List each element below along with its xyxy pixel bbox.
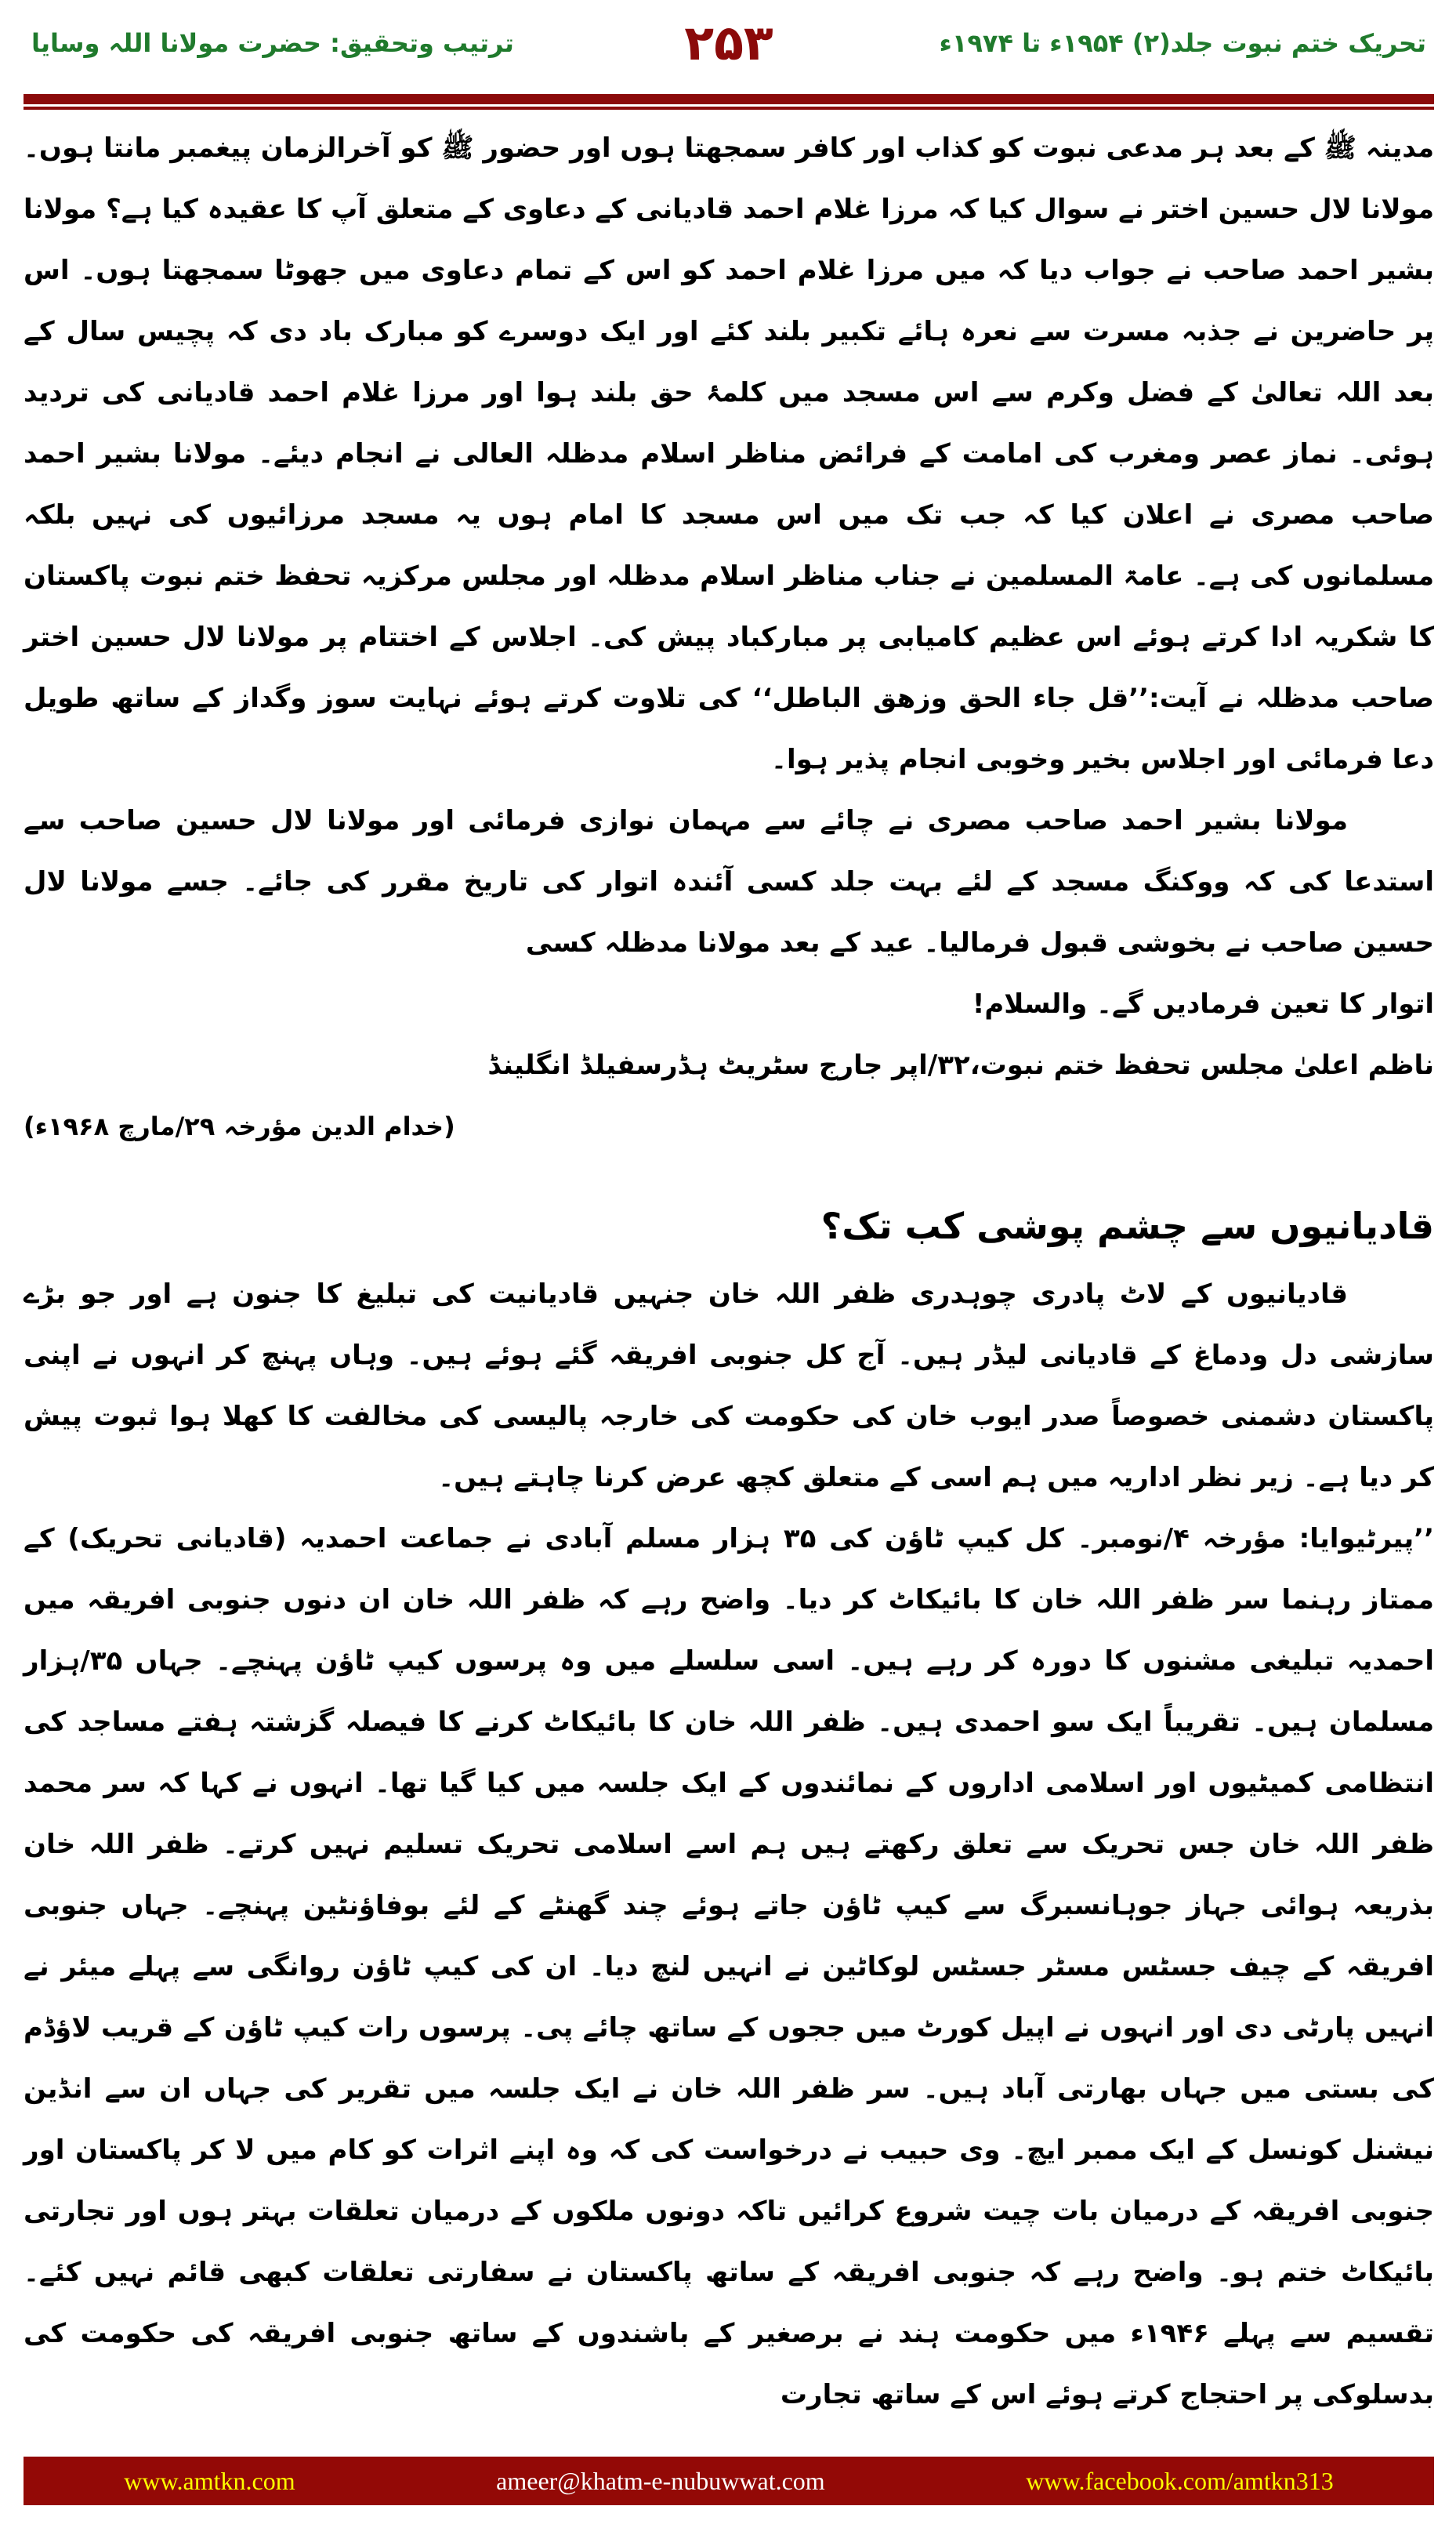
page-number: ۲۵۳: [684, 14, 773, 71]
book-title: تحریک ختم نبوت جلد(۲) ۱۹۵۴ء تا ۱۹۷۴ء: [939, 28, 1426, 58]
article2-heading: قادیانیوں سے چشم پوشی کب تک؟: [820, 1205, 1434, 1247]
article1-paragraph-2: مولانا بشیر احمد صاحب مصری نے چائے سے مہمان نوازی فرمائی اور مولانا لال حسین صاحب سے استدعا کی کہ ووکنگ مسجد کے لئے بہت جلد کسی آئندہ اتوار کی تاریخ مقرر کی جائے۔ جسے مولانا لال حسین صاحب نے بخوشی قبول فرمالیا۔ عید کے بعد مولانا مدظلہ کسی: [24, 805, 1434, 959]
page-header: [24, 0, 1434, 111]
closing-line: [24, 974, 1434, 1096]
compiler-credit: ترتیب وتحقیق: حضرت مولانا اللہ وسایا: [31, 28, 514, 58]
signature: ناظم اعلیٰ مجلس تحفظ ختم نبوت،۳۲/اپر جارج سٹریٹ ہڈرسفیلڈ انگلینڈ: [487, 1050, 1434, 1081]
header-rule-thin: [24, 107, 1434, 110]
header-rule-thick: [24, 94, 1434, 104]
article2-paragraph-2: ’’پیرٹیوایا: مؤرخہ ۴/نومبر۔ کل کیپ ٹاؤن کی ۳۵ ہزار مسلم آبادی نے جماعت احمدیہ (قادیانی تحریک) کے ممتاز رہنما سر ظفر اللہ خان کا بائیکاٹ کر دیا۔ واضح رہے کہ ظفر اللہ خان ان دنوں جنوبی افریقہ میں احمدیہ تبلیغی مشنوں کا دورہ کر رہے ہیں۔ اسی سلسلے میں وہ پرسوں کیپ ٹاؤن پہنچے۔ جہاں ۳۵/ہزار مسلمان ہیں۔ تقریباً ایک سو احمدی ہیں۔ ظفر اللہ خان کا بائیکاٹ کرنے کا فیصلہ گزشتہ ہفتے مساجد کی انتظامی کمیٹیوں اور اسلامی اداروں کے نمائندوں کے ایک جلسہ میں کیا گیا تھا۔ انہوں نے کہا کہ سر محمد ظفر اللہ خان جس تحریک سے تعلق رکھتے ہیں ہم اسے اسلامی تحریک تسلیم نہیں کرتے۔ ظفر اللہ خان بذریعہ ہوائی جہاز جوہانسبرگ سے کیپ ٹاؤن جاتے ہوئے چند گھنٹے کے لئے بوفاؤنٹین پہنچے۔ جہاں جنوبی افریقہ کے چیف جسٹس مسٹر جسٹس لوکاٹین نے انہیں لنچ دیا۔ ان کی کیپ ٹاؤن روانگی سے پہلے میئر نے انہیں پارٹی دی اور انہوں نے اپیل کورٹ میں ججوں کے ساتھ چائے پی۔ پرسوں رات کیپ ٹاؤن کے قریب لاؤڈم کی بستی میں جہاں بھارتی آباد ہیں۔ سر ظفر اللہ خان نے ایک جلسہ میں تقریر کی جہاں ان سے انڈین نیشنل کونسل کے ایک ممبر ایچ۔ وی حبیب نے درخواست کی کہ وہ اپنے اثرات کو کام میں لا کر پاکستان اور جنوبی افریقہ کے درمیان بات چیت شروع کرائیں تاکہ دونوں ملکوں کے درمیان تعلقات بہتر ہوں اور تجارتی بائیکاٹ ختم ہو۔ واضح رہے کہ جنوبی افریقہ کے ساتھ پاکستان نے سفارتی تعلقات کبھی قائم نہیں کئے۔ تقسیم سے پہلے ۱۹۴۶ء میں حکومت ہند نے برصغیر کے باشندوں کے ساتھ جنوبی افریقہ کی حکومت کی بدسلوکی پر احتجاج کرتے ہوئے اس کے ساتھ تجارت: [24, 1523, 1434, 2410]
page-footer: [24, 2457, 1434, 2505]
footer-facebook-link[interactable]: www.facebook.com/amtkn313: [1026, 2466, 1334, 2495]
page-body: [24, 111, 1434, 2425]
source-citation: (خدام الدین مؤرخہ ۲۹/مارچ ۱۹۶۸ء): [24, 1112, 455, 1141]
bottom-margin: [24, 2505, 1434, 2535]
closing-salutation: اتوار کا تعین فرمادیں گے۔ والسلام!: [972, 988, 1434, 1020]
article2-paragraph-1: قادیانیوں کے لاٹ پادری چوہدری ظفر اللہ خان جنہیں قادیانیت کی تبلیغ کا جنون ہے اور جو بڑے سازشی دل ودماغ کے قادیانی لیڈر ہیں۔ آج کل جنوبی افریقہ گئے ہوئے ہیں۔ وہاں پہنچ کر انہوں نے اپنی پاکستان دشمنی خصوصاً صدر ایوب خان کی حکومت کی خارجہ پالیسی کی مخالفت کا کھلا ہوا ثبوت پیش کر دیا ہے۔ زیر نظر اداریہ میں ہم اسی کے متعلق کچھ عرض کرنا چاہتے ہیں۔: [24, 1278, 1434, 1493]
footer-email-link[interactable]: ameer@khatm-e-nubuwwat.com: [496, 2466, 825, 2495]
footer-website-link[interactable]: www.amtkn.com: [124, 2466, 295, 2495]
article1-paragraph-1: مدینہ ﷺ کے بعد ہر مدعی نبوت کو کذاب اور کافر سمجھتا ہوں اور حضور ﷺ کو آخرالزمان پیغمبر مانتا ہوں۔ مولانا لال حسین اختر نے سوال کیا کہ مرزا غلام احمد قادیانی کے دعاوی کے متعلق آپ کا عقیدہ کیا ہے؟ مولانا بشیر احمد صاحب نے جواب دیا کہ میں مرزا غلام احمد کو اس کے تمام دعاوی میں جھوٹا سمجھتا ہوں۔ اس پر حاضرین نے جذبہ مسرت سے نعرہ ہائے تکبیر بلند کئے اور ایک دوسرے کو مبارک باد دی کہ پچیس سال کے بعد اللہ تعالیٰ کے فضل وکرم سے اس مسجد میں کلمۂ حق بلند ہوا اور مرزا غلام احمد قادیانی کی تردید ہوئی۔ نماز عصر ومغرب کی امامت کے فرائض مناظر اسلام مدظلہ العالی نے انجام دیئے۔ مولانا بشیر احمد صاحب مصری نے اعلان کیا کہ جب تک میں اس مسجد کا امام ہوں یہ مسجد مرزائیوں کی نہیں بلکہ مسلمانوں کی ہے۔ عامۃ المسلمین نے جناب مناظر اسلام مدظلہ اور مجلس مرکزیہ تحفظ ختم نبوت پاکستان کا شکریہ ادا کرتے ہوئے اس عظیم کامیابی پر مبارکباد پیش کی۔ اجلاس کے اختتام پر مولانا لال حسین اختر صاحب مدظلہ نے آیت:’’قل جاء الحق وزهق الباطل‘‘ کی تلاوت کرتے ہوئے نہایت سوز وگداز کے ساتھ طویل دعا فرمائی اور اجلاس بخیر وخوبی انجام پذیر ہوا۔: [24, 132, 1434, 775]
